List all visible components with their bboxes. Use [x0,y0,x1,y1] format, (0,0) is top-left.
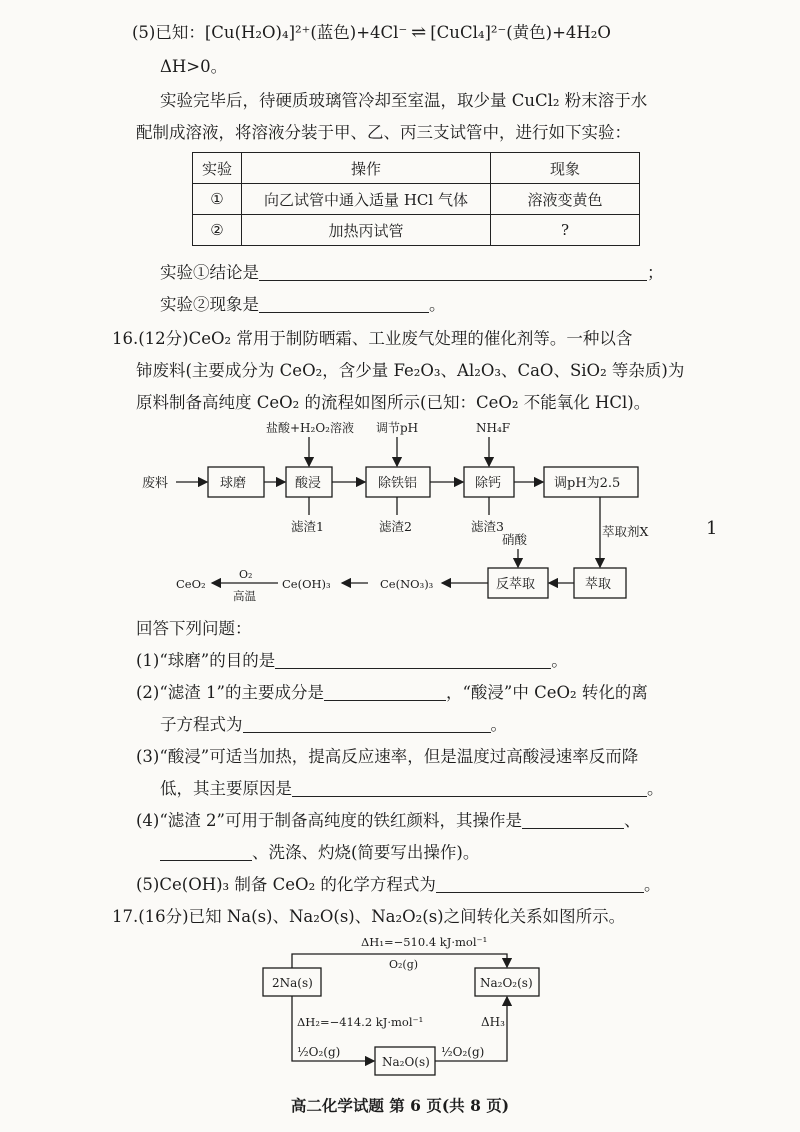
answer-blank[interactable] [275,650,551,669]
flow-label-extraction: 萃取 [585,577,612,592]
margin-mark: 1 [706,518,718,539]
table-header-cell: 现象 [491,153,640,184]
q16-sub3-line2 [160,778,664,800]
answer-blank[interactable] [436,874,644,893]
flow-start-waste: 废料 [142,476,169,491]
table-cell: 溶液变黄色 [491,184,640,215]
flow-reagent-nh4f: NH₄F [476,421,511,435]
phenomenon-label: 实验②现象是 [160,295,259,314]
punctuation: 。 [647,779,664,798]
table-cell: ② [193,215,242,246]
q16-sub3-text-end: 低，其主要原因是 [160,779,292,798]
q16-sub2-line1 [136,682,648,704]
q15-5-line1 [132,22,611,44]
table-row [193,215,640,246]
punctuation: 。 [551,651,568,670]
cycle-half-o2-right: ½O₂(g) [441,1045,485,1059]
table-cell: 加热丙试管 [242,215,491,246]
answer-blank[interactable] [160,842,252,861]
flow-label-ball-mill: 球磨 [220,476,247,491]
q16-sub5-text: (5)Ce(OH)₃ 制备 CeO₂ 的化学方程式为 [136,875,436,894]
table-header-cell: 实验 [193,153,242,184]
punctuation: 。 [643,875,661,894]
cycle-dh2: ΔH₂=−414.2 kJ·mol⁻¹ [297,1015,424,1029]
q15-5-delta-h: ΔH>0。 [160,57,228,76]
answer-blank[interactable] [243,714,491,733]
flow-reagent-adjust-ph: 调节pH [376,421,419,435]
flow-label-acid-leach: 酸浸 [295,476,322,491]
punctuation: 。 [429,295,446,314]
table-cell: ? [491,215,640,246]
q16-sub2-line2 [160,714,507,736]
flow-residue-3: 滤渣3 [471,519,504,534]
answer-blank[interactable] [522,810,624,829]
q15-5-line3: 实验完毕后，待硬质玻璃管冷却至室温，取少量 CuCl₂ 粉末溶于水 [160,91,648,110]
cycle-o2-top: O₂(g) [389,958,419,971]
flow-residue-1: 滤渣1 [291,519,324,534]
q16-sub2-text-end: 子方程式为 [160,715,243,734]
answer-blank[interactable] [259,294,429,313]
q16-line1: 16.(12分)CeO₂ 常用于制防晒霜、工业废气处理的催化剂等。一种以含 [112,329,633,348]
q15-5-equation-rhs: [CuCl₄]²⁻(黄色)+4H₂O [430,23,611,42]
q16-sub1 [136,650,568,672]
table-header-cell: 操作 [242,153,491,184]
conclusion-label: 实验①结论是 [160,263,259,282]
process-flow-diagram [140,415,660,610]
flow-condition-o2: O₂ [239,568,253,581]
answer-blank[interactable] [292,778,647,797]
punctuation: 。 [490,715,507,734]
flow-reagent-nitric-acid: 硝酸 [502,532,528,547]
cycle-dh1: ΔH₁=−510.4 kJ·mol⁻¹ [361,935,488,949]
q16-sub2-text-cont: ，“酸浸”中 CeO₂ 转化的离 [446,683,648,702]
q15-5-equation-lhs: [Cu(H₂O)₄]²⁺(蓝色)+4Cl⁻ [204,23,408,42]
q16-sub3-line1: (3)“酸浸”可适当加热，提高反应速率，但是温度过高酸浸速率反而降 [136,747,639,766]
table-row [193,184,640,215]
answer-blank[interactable] [324,682,446,701]
q16-sub4-line1 [136,810,641,832]
q15-5-phenomenon-line [160,294,446,316]
flow-residue-2: 滤渣2 [379,519,412,534]
q16-sub2-text: (2)“滤渣 1”的主要成分是 [136,683,324,702]
flow-label-remove-ca: 除钙 [475,476,502,491]
q16-sub4-line2 [160,842,479,864]
q16-answer-intro: 回答下列问题： [136,619,252,638]
flow-product-ceo2: CeO₂ [176,577,206,591]
enthalpy-cycle-diagram [255,930,545,1080]
cycle-dh3: ΔH₃ [481,1015,505,1029]
flow-label-remove-fe-al: 除铁铝 [378,476,418,491]
answer-blank[interactable] [259,262,647,281]
q16-sub4-text: (4)“滤渣 2”可用于制备高纯度的铁红颜料，其操作是 [136,811,522,830]
experiment-table [192,152,640,246]
q17-line1: 17.(16分)已知 Na(s)、Na₂O(s)、Na₂O₂(s)之间转化关系如图所示。 [112,907,626,926]
flow-condition-high-temp: 高温 [233,589,256,603]
flow-reagent-hcl-h2o2: 盐酸+H₂O₂溶液 [266,421,354,435]
page-footer: 高二化学试题 第 6 页(共 8 页) [290,1096,510,1115]
q16-line2: 铈废料(主要成分为 CeO₂，含少量 Fe₂O₃、Al₂O₃、CaO、SiO₂ 等杂质)为 [136,361,685,380]
cycle-label-na2o2: Na₂O₂(s) [480,976,533,990]
flow-label-adjust-ph: 调pH为2.5 [554,476,621,491]
punctuation: ； [647,263,664,282]
q16-sub1-text: (1)“球磨”的目的是 [136,651,276,670]
flow-reagent-extractant: 萃取剂X [602,524,649,539]
table-cell: 向乙试管中通入适量 HCl 气体 [242,184,491,215]
table-header-row [193,153,640,184]
q15-5-prefix: (5)已知： [132,23,205,42]
punctuation: 、 [624,811,641,830]
q15-5-line4: 配制成溶液，将溶液分装于甲、乙、丙三支试管中，进行如下实验： [136,123,631,142]
q15-5-conclusion-line [160,262,664,284]
cycle-label-na2o: Na₂O(s) [382,1055,430,1069]
q16-line3: 原料制备高纯度 CeO₂ 的流程如图所示(已知：CeO₂ 不能氧化 HCl)。 [136,393,651,412]
table-cell: ① [193,184,242,215]
q16-sub4-text-end: 、洗涤、灼烧(简要写出操作)。 [252,843,480,862]
flow-product-ce-hydroxide: Ce(OH)₃ [282,577,331,591]
flow-product-ce-nitrate: Ce(NO₃)₃ [380,577,434,591]
q16-sub5 [136,874,660,896]
cycle-label-na: 2Na(s) [272,976,313,990]
equilibrium-arrow-icon: ⇌ [411,22,427,43]
cycle-half-o2-left: ½O₂(g) [297,1045,341,1059]
flow-label-back-extraction: 反萃取 [496,577,536,592]
